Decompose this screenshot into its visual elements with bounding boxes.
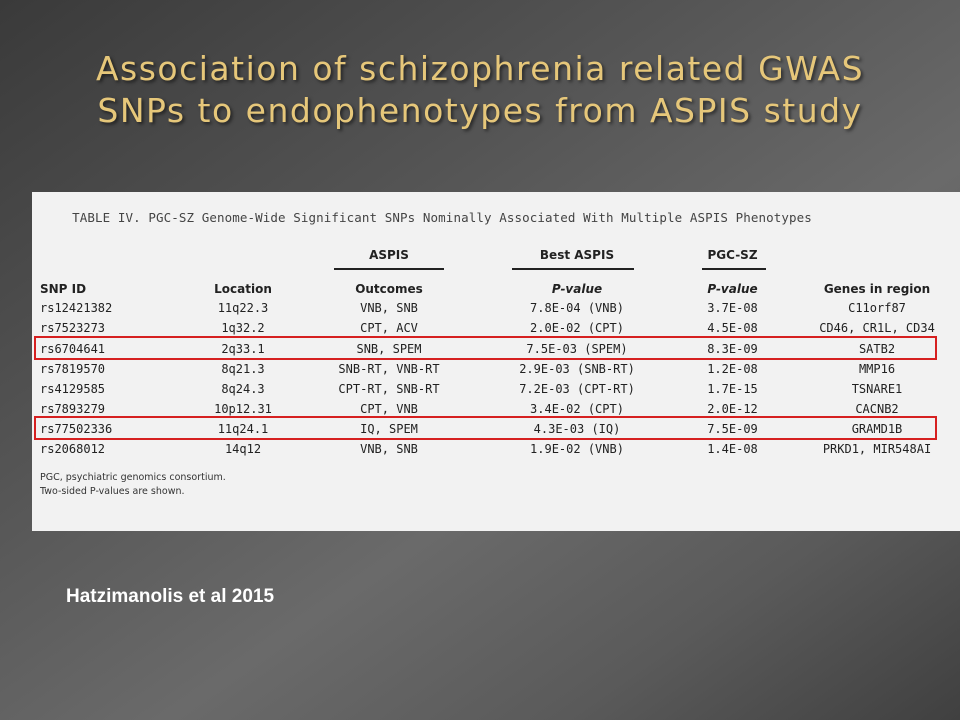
table-image-panel	[32, 192, 960, 531]
cell-pgc-pvalue: 2.0E-12	[707, 402, 758, 416]
cell-best-pvalue: 7.5E-03 (SPEM)	[526, 342, 628, 356]
cell-pgc-pvalue: 4.5E-08	[707, 321, 758, 335]
cell-genes: MMP16	[858, 362, 896, 376]
cell-snp-id: rs2068012	[40, 442, 106, 456]
citation: Hatzimanolis et al 2015	[66, 586, 275, 607]
group-header-aspis: ASPIS	[369, 248, 409, 262]
cell-location: 1q32.2	[221, 321, 265, 335]
group-header-aspis-rule	[334, 268, 444, 270]
cell-snp-id: rs4129585	[40, 382, 106, 396]
slide-title	[40, 48, 920, 132]
cell-genes: PRKD1, MIR548AI	[822, 442, 932, 456]
group-header-pgc-sz: PGC-SZ	[707, 248, 758, 262]
cell-location: 8q21.3	[221, 362, 265, 376]
cell-outcomes: VNB, SNB	[360, 301, 418, 315]
cell-best-pvalue: 1.9E-02 (VNB)	[530, 442, 624, 456]
cell-best-pvalue: 3.4E-02 (CPT)	[530, 402, 624, 416]
cell-best-pvalue: 4.3E-03 (IQ)	[533, 422, 621, 436]
cell-pgc-pvalue: 8.3E-09	[707, 342, 758, 356]
column-header-location: Location	[214, 282, 272, 296]
cell-best-pvalue: 7.8E-04 (VNB)	[530, 301, 624, 315]
highlight-box-rs77502336	[34, 416, 937, 440]
cell-snp-id: rs12421382	[40, 301, 113, 315]
cell-snp-id: rs7893279	[40, 402, 106, 416]
cell-pgc-pvalue: 1.4E-08	[707, 442, 758, 456]
cell-outcomes: SNB, SPEM	[356, 342, 422, 356]
cell-genes: CACNB2	[855, 402, 899, 416]
cell-genes: TSNARE1	[851, 382, 903, 396]
cell-location: 2q33.1	[221, 342, 265, 356]
table-footnote-1: PGC, psychiatric genomics consortium.	[40, 472, 226, 483]
cell-best-pvalue: 7.2E-03 (CPT-RT)	[519, 382, 635, 396]
cell-location: 11q24.1	[217, 422, 269, 436]
column-header-snp-id: SNP ID	[40, 282, 87, 296]
cell-pgc-pvalue: 1.7E-15	[707, 382, 758, 396]
cell-outcomes: CPT, VNB	[360, 402, 418, 416]
cell-genes: C11orf87	[848, 301, 906, 315]
group-header-best-aspis-rule	[512, 268, 634, 270]
cell-genes: SATB2	[858, 342, 896, 356]
column-header-genes: Genes in region	[823, 282, 931, 296]
cell-outcomes: CPT, ACV	[360, 321, 418, 335]
cell-location: 8q24.3	[221, 382, 265, 396]
cell-pgc-pvalue: 1.2E-08	[707, 362, 758, 376]
cell-outcomes: CPT-RT, SNB-RT	[338, 382, 440, 396]
cell-snp-id: rs7819570	[40, 362, 106, 376]
cell-location: 10p12.31	[214, 402, 272, 416]
slide-title-line-2: SNPs to endophenotypes from ASPIS study	[97, 91, 863, 130]
column-header-best-pvalue: P-value	[551, 282, 603, 296]
cell-pgc-pvalue: 3.7E-08	[707, 301, 758, 315]
cell-outcomes: SNB-RT, VNB-RT	[338, 362, 440, 376]
highlight-box-rs6704641	[34, 336, 937, 360]
cell-snp-id: rs77502336	[40, 422, 113, 436]
table-caption: TABLE IV. PGC-SZ Genome-Wide Significant SNPs Nominally Associated With Multiple ASPIS Phenotypes	[72, 210, 812, 225]
cell-genes: CD46, CR1L, CD34	[819, 321, 935, 335]
cell-genes: GRAMD1B	[851, 422, 903, 436]
cell-pgc-pvalue: 7.5E-09	[707, 422, 758, 436]
slide-title-line-1: Association of schizophrenia related GWAS	[95, 49, 865, 88]
column-header-pgc-pvalue: P-value	[707, 282, 758, 296]
group-header-pgc-sz-rule	[702, 268, 766, 270]
table-footnote-2: Two-sided P-values are shown.	[40, 486, 185, 497]
cell-snp-id: rs6704641	[40, 342, 106, 356]
cell-best-pvalue: 2.0E-02 (CPT)	[530, 321, 624, 335]
cell-location: 11q22.3	[217, 301, 269, 315]
cell-outcomes: VNB, SNB	[360, 442, 418, 456]
cell-location: 14q12	[224, 442, 262, 456]
cell-best-pvalue: 2.9E-03 (SNB-RT)	[519, 362, 635, 376]
column-header-outcomes: Outcomes	[355, 282, 423, 296]
cell-outcomes: IQ, SPEM	[360, 422, 418, 436]
group-header-best-aspis: Best ASPIS	[539, 248, 615, 262]
cell-snp-id: rs7523273	[40, 321, 106, 335]
